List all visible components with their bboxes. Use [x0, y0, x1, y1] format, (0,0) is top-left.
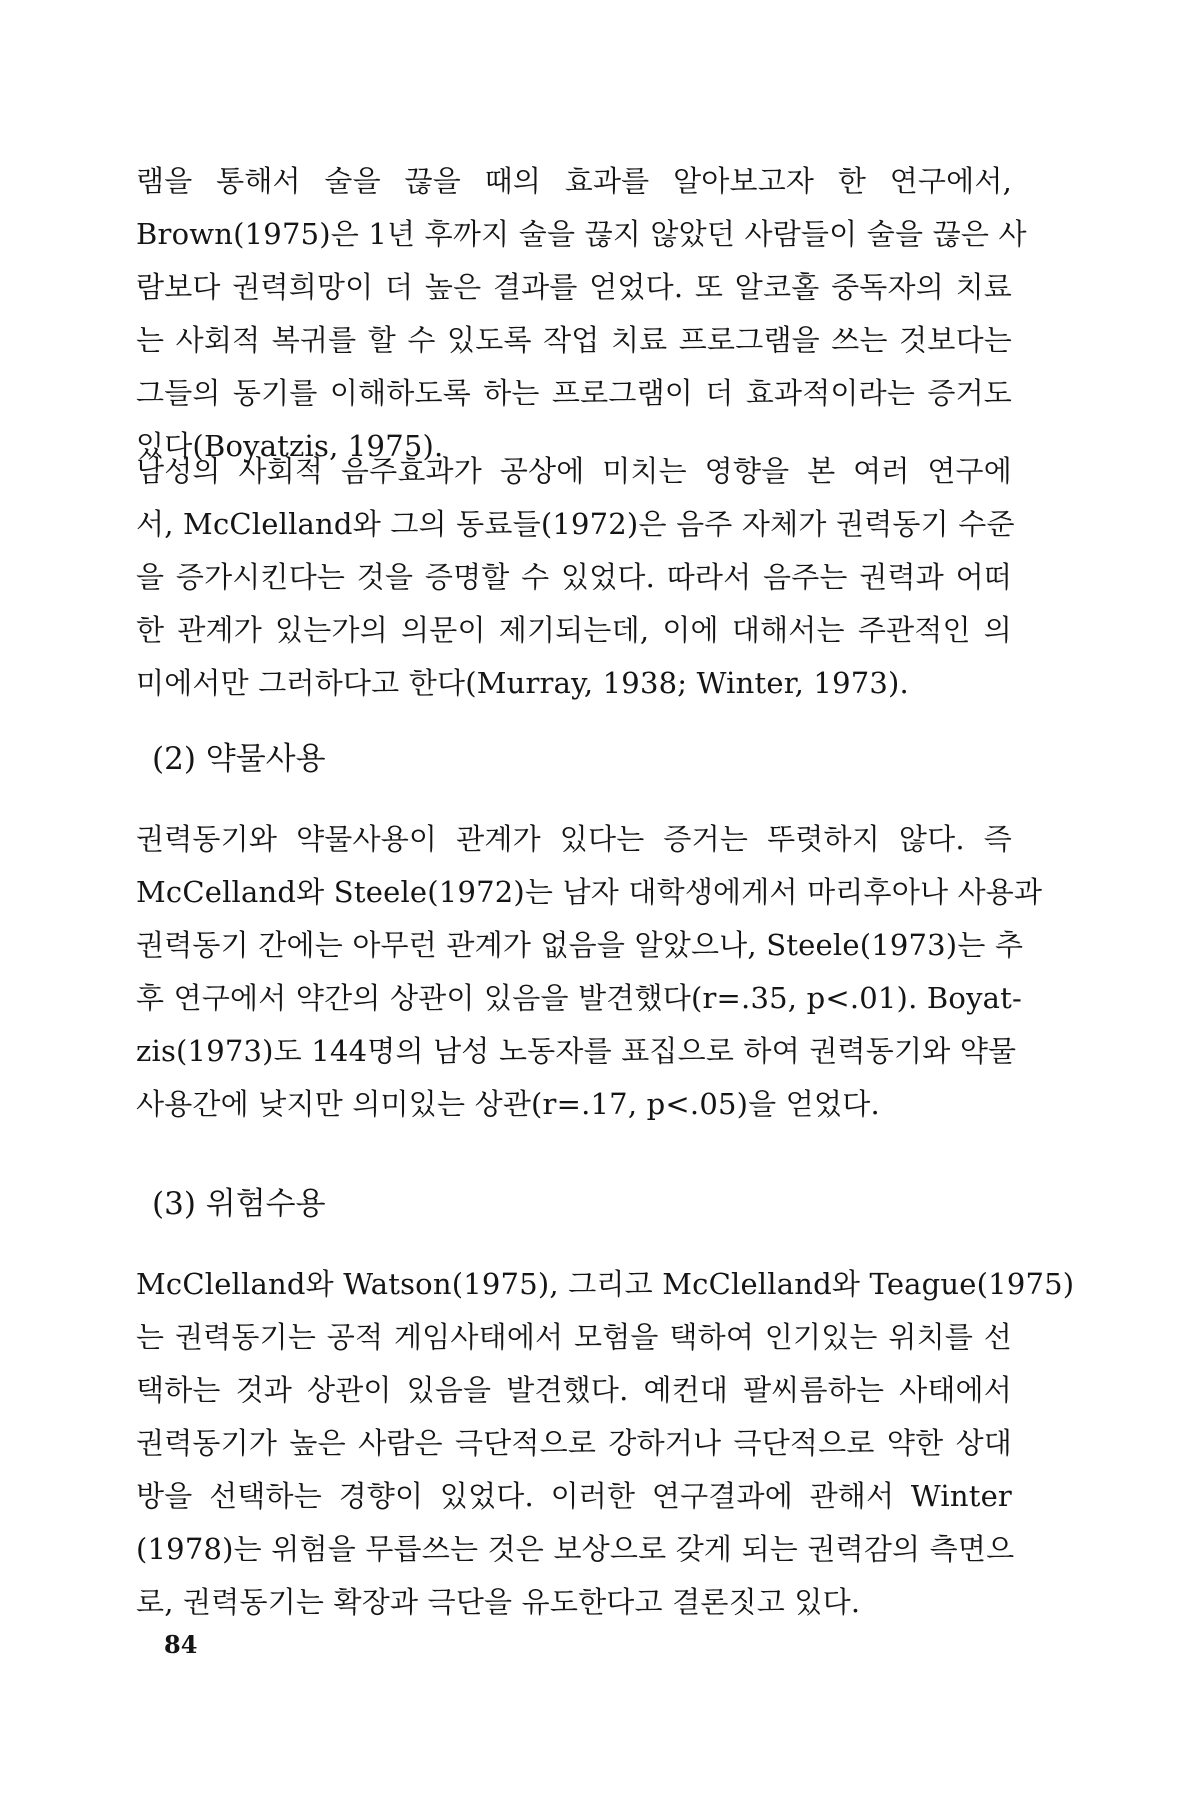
- text-line: 남성의 사회적 음주효과가 공상에 미치는 영향을 본 여러 연구에: [136, 454, 1012, 488]
- section-heading-drug-use: (2) 약물사용: [152, 741, 326, 777]
- text-line: 있다(Boyatzis, 1975).: [136, 429, 444, 463]
- text-line: 방을 선택하는 경향이 있었다. 이러한 연구결과에 관해서 Winter: [136, 1479, 1012, 1513]
- text-line: 램을 통해서 술을 끊을 때의 효과를 알아보고자 한 연구에서,: [136, 164, 1012, 198]
- text-line: 그들의 동기를 이해하도록 하는 프로그램이 더 효과적이라는 증거도: [136, 376, 1012, 410]
- paragraph-alcohol-treatment: [136, 155, 1027, 473]
- text-line: 사용간에 낮지만 의미있는 상관(r=.17, p<.05)을 얻었다.: [136, 1087, 880, 1121]
- text-line: 권력동기와 약물사용이 관계가 있다는 증거는 뚜렷하지 않다. 즉: [136, 822, 1012, 856]
- text-line: 는 사회적 복귀를 할 수 있도록 작업 치료 프로그램을 쓰는 것보다는: [136, 323, 1012, 357]
- text-line: (1978)는 위험을 무릅쓰는 것은 보상으로 갖게 되는 권력감의 측면으: [136, 1532, 1015, 1566]
- text-line: 권력동기 간에는 아무런 관계가 없음을 알았으나, Steele(1973)는 추: [136, 928, 1024, 962]
- text-line: zis(1973)도 144명의 남성 노동자를 표집으로 하여 권력동기와 약물: [136, 1034, 1017, 1068]
- text-line: Brown(1975)은 1년 후까지 술을 끊지 않았던 사람들이 술을 끊은 사: [136, 217, 1027, 251]
- text-line: 택하는 것과 상관이 있음을 발견했다. 예컨대 팔씨름하는 사태에서: [136, 1373, 1012, 1407]
- section-heading-risk-taking: (3) 위험수용: [152, 1186, 326, 1222]
- text-line: 서, McClelland와 그의 동료들(1972)은 음주 자체가 권력동기 수준: [136, 507, 1015, 541]
- text-line: McCelland와 Steele(1972)는 남자 대학생에게서 마리후아나 사용과: [136, 875, 1043, 909]
- text-line: 을 증가시킨다는 것을 증명할 수 있었다. 따라서 음주는 권력과 어떠: [136, 560, 1012, 594]
- text-line: McClelland와 Watson(1975), 그리고 McClelland와 Teague(1975): [136, 1267, 1075, 1301]
- text-line: 한 관계가 있는가의 의문이 제기되는데, 이에 대해서는 주관적인 의: [136, 613, 1012, 647]
- text-line: 는 권력동기는 공적 게임사태에서 모험을 택하여 인기있는 위치를 선: [136, 1320, 1012, 1354]
- page-number: 84: [164, 1630, 198, 1659]
- text-line: 로, 권력동기는 확장과 극단을 유도한다고 결론짓고 있다.: [136, 1585, 861, 1619]
- text-line: 후 연구에서 약간의 상관이 있음을 발견했다(r=.35, p<.01). Boyat-: [136, 981, 1023, 1015]
- text-line: 미에서만 그러하다고 한다(Murray, 1938; Winter, 1973).: [136, 666, 909, 700]
- paragraph-drinking-effects: [136, 445, 1015, 710]
- paragraph-risk-taking: [136, 1258, 1075, 1629]
- text-line: 람보다 권력희망이 더 높은 결과를 얻었다. 또 알코홀 중독자의 치료: [136, 270, 1012, 304]
- paragraph-drug-use: [136, 813, 1043, 1131]
- text-line: 권력동기가 높은 사람은 극단적으로 강하거나 극단적으로 약한 상대: [136, 1426, 1012, 1460]
